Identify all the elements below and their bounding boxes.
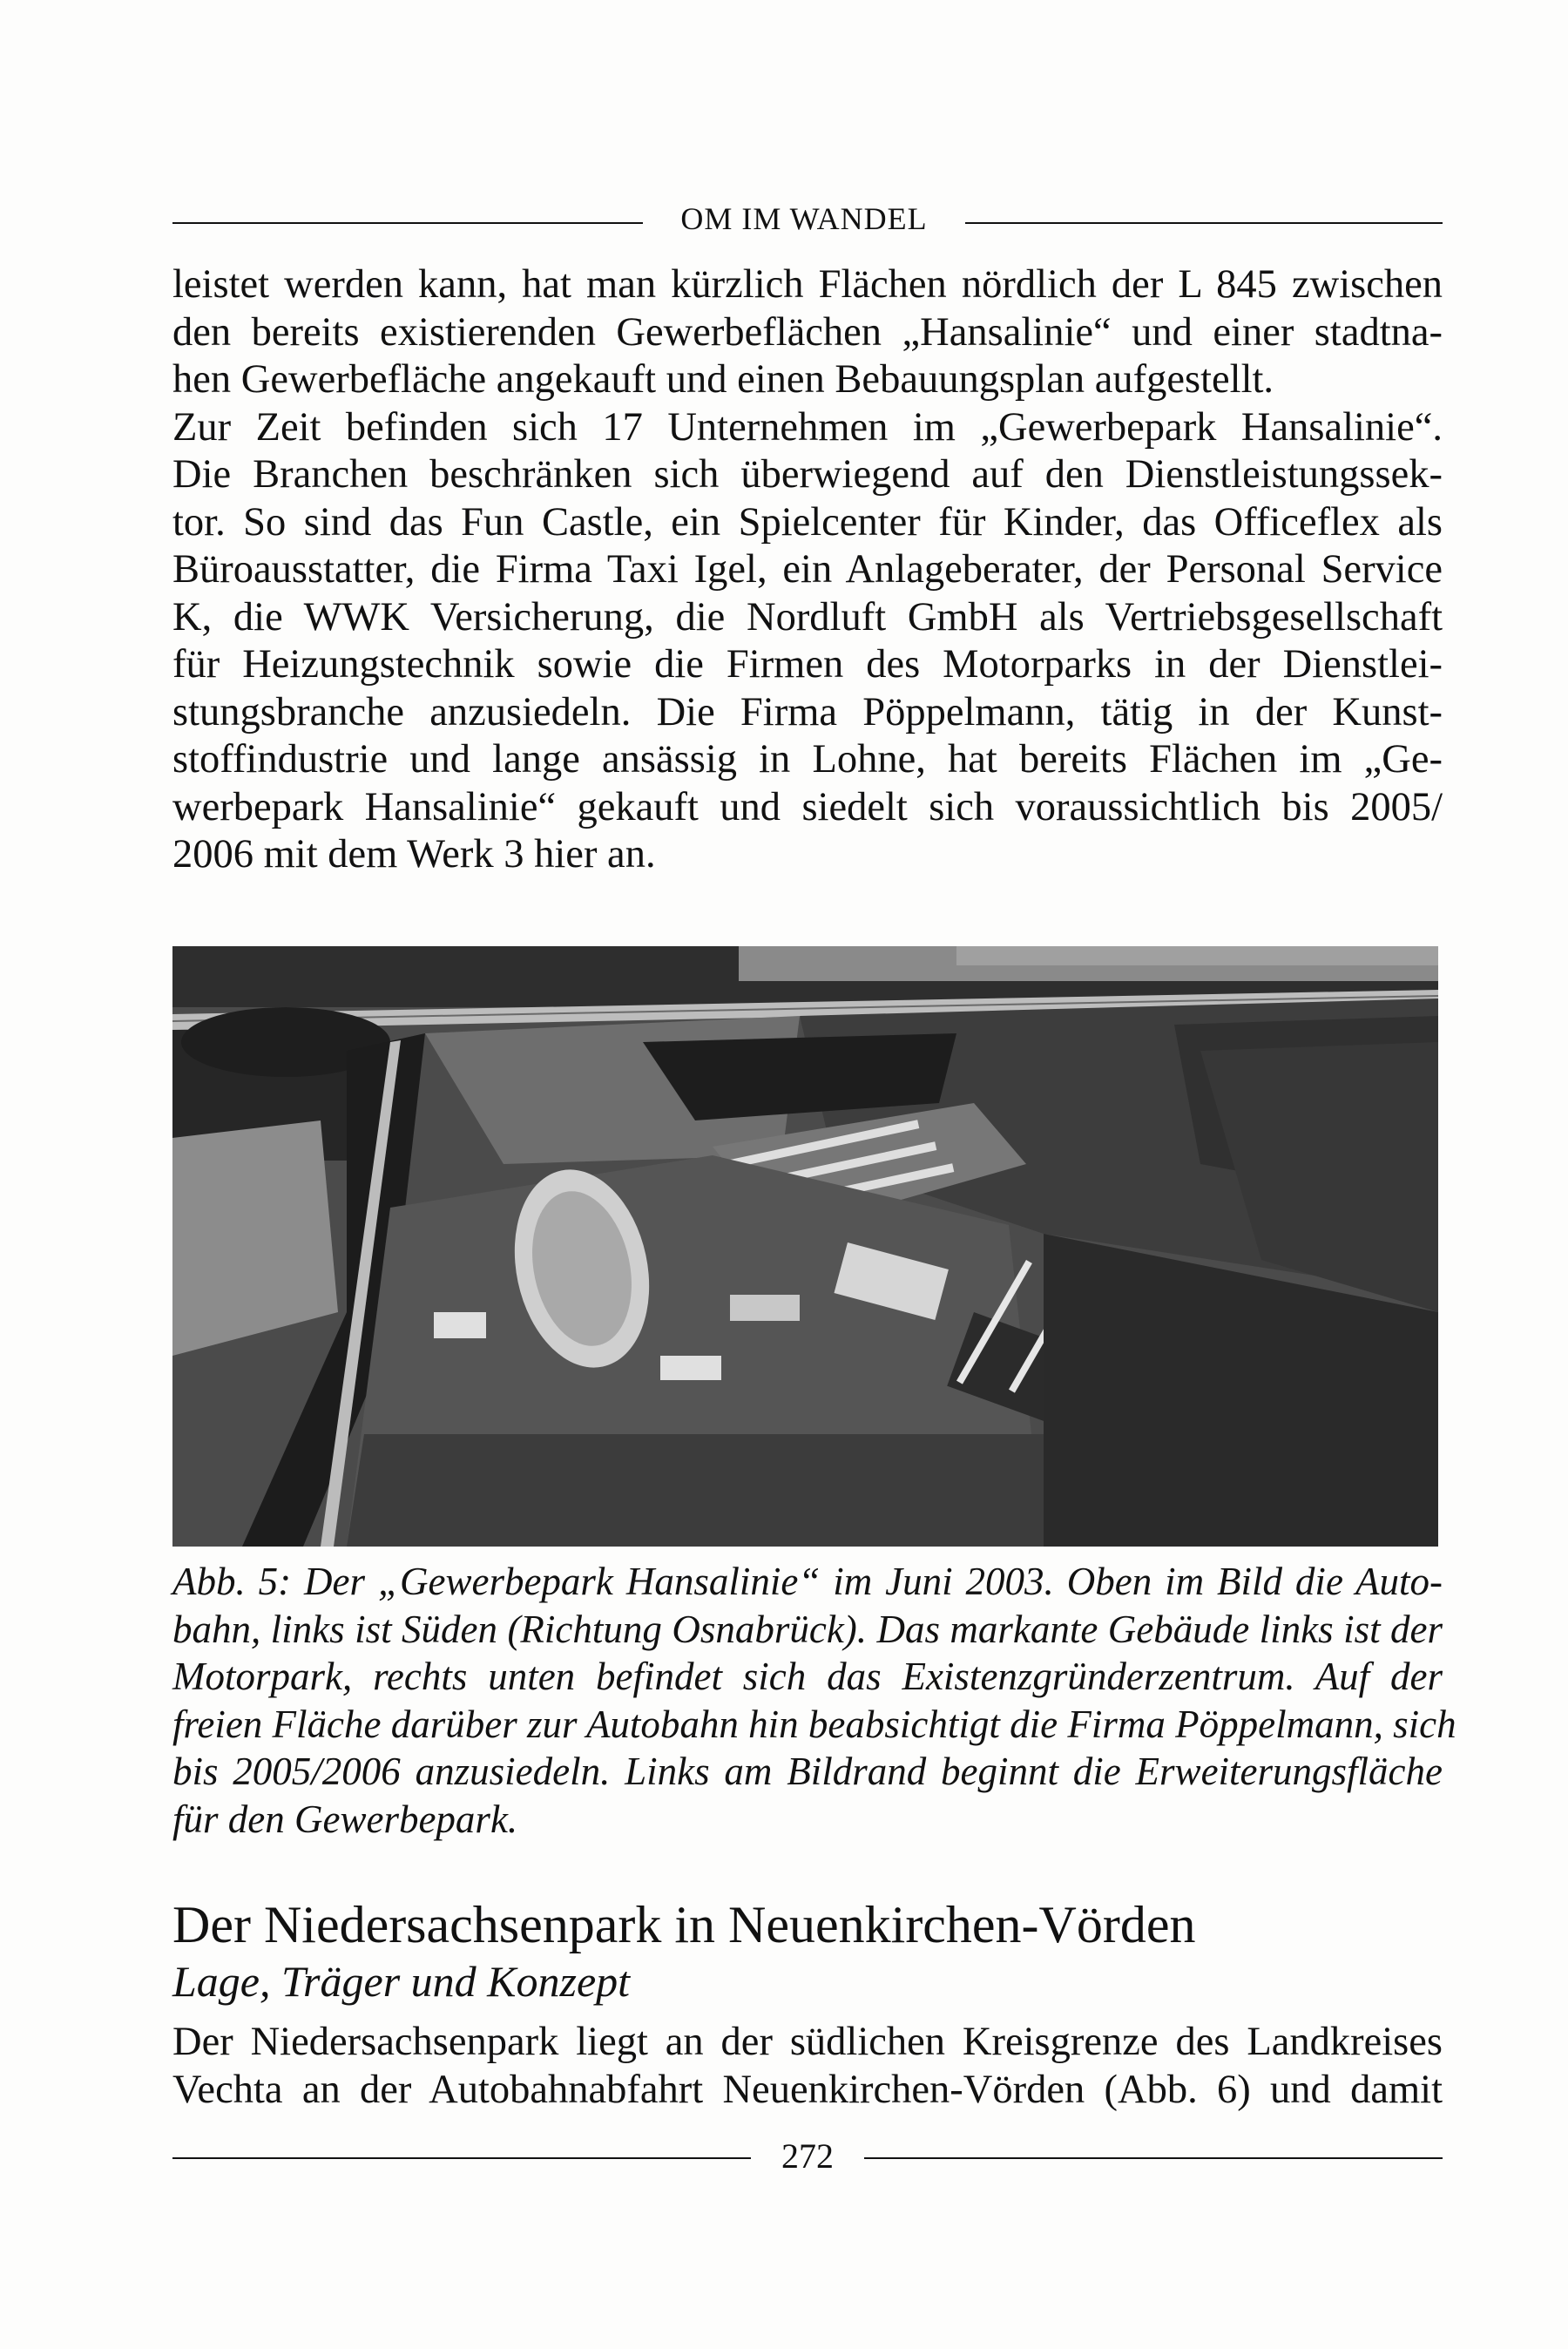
header-rule-right	[965, 222, 1443, 224]
caption-line: bis 2005/2006 anzusiedeln. Links am Bildrand beginnt die Erweiterungsfläche	[172, 1750, 1443, 1793]
running-header-title: OM IM WANDEL	[680, 201, 928, 236]
body-text-top	[172, 261, 1443, 879]
text-line: stungsbranche anzusiedeln. Die Firma Pöppelmann, tätig in der Kunst-	[172, 689, 1443, 734]
text-line: für Heizungstechnik sowie die Firmen des Motorparks in der Dienstlei-	[172, 642, 1443, 687]
footer-rule-left	[172, 2157, 751, 2159]
running-header	[172, 197, 1443, 240]
text-line: werbepark Hansalinie“ gekauft und siedelt sich voraussichtlich bis 2005/	[172, 784, 1443, 829]
page-number: 272	[781, 2136, 834, 2176]
section-heading: Der Niedersachsenpark in Neuenkirchen-Vörden	[172, 1896, 1196, 1953]
aerial-photo-illustration	[172, 946, 1438, 1547]
text-line: den bereits existierenden Gewerbeflächen „Hansalinie“ und einer stadtna-	[172, 309, 1443, 355]
body-text-bottom	[172, 2019, 1443, 2114]
text-line: Zur Zeit befinden sich 17 Unternehmen im „Gewerbepark Hansalinie“.	[172, 404, 1443, 450]
page-footer	[172, 2136, 1443, 2179]
text-line: tor. So sind das Fun Castle, ein Spielcenter für Kinder, das Officeflex als	[172, 499, 1443, 545]
footer-rule-right	[864, 2157, 1443, 2159]
text-line: leistet werden kann, hat man kürzlich Flächen nördlich der L 845 zwischen	[172, 262, 1443, 307]
caption-line: freien Fläche darüber zur Autobahn hin beabsichtigt die Firma Pöppelmann, sich	[172, 1702, 1456, 1746]
caption-line: Motorpark, rechts unten befindet sich das Existenzgründerzentrum. Auf der	[172, 1655, 1443, 1698]
section-subheading: Lage, Träger und Konzept	[172, 1957, 631, 2006]
text-line: 2006 mit dem Werk 3 hier an.	[172, 832, 656, 877]
header-rule-left	[172, 222, 643, 224]
figure-caption	[172, 1558, 1456, 1843]
text-line: hen Gewerbefläche angekauft und einen Bebauungsplan aufgestellt.	[172, 357, 1274, 402]
caption-line: für den Gewerbepark.	[172, 1797, 518, 1841]
text-line: K, die WWK Versicherung, die Nordluft GmbH als Vertriebsgesellschaft	[172, 594, 1443, 640]
text-line: Vechta an der Autobahnabfahrt Neuenkirchen-Vörden (Abb. 6) und damit	[172, 2067, 1443, 2112]
caption-line: Abb. 5: Der „Gewerbepark Hansalinie“ im Juni 2003. Oben im Bild die Auto-	[172, 1560, 1443, 1603]
text-line: Die Branchen beschränken sich überwiegend auf den Dienstleistungssek-	[172, 452, 1443, 497]
text-line: Der Niedersachsenpark liegt an der südlichen Kreisgrenze des Landkreises	[172, 2020, 1443, 2064]
text-line: stoffindustrie und lange ansässig in Lohne, hat bereits Flächen im „Ge-	[172, 737, 1443, 782]
caption-line: bahn, links ist Süden (Richtung Osnabrück). Das markante Gebäude links ist der	[172, 1607, 1443, 1651]
aerial-photo	[172, 946, 1438, 1547]
text-line: Büroausstatter, die Firma Taxi Igel, ein Anlageberater, der Personal Service	[172, 547, 1443, 592]
